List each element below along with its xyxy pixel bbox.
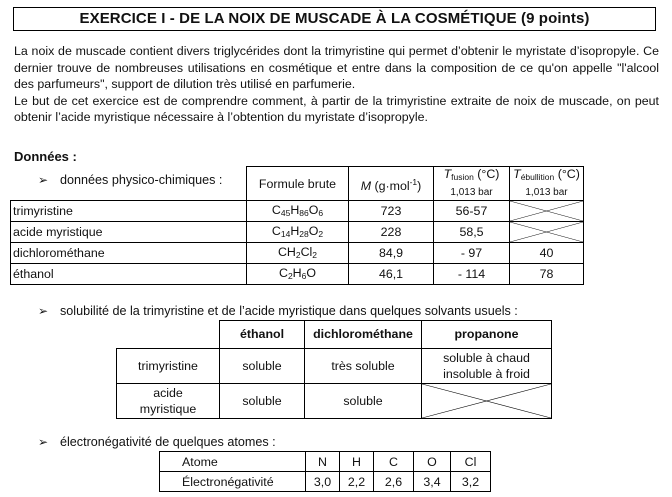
molar-mass-cell: 46,1 [349, 264, 434, 285]
atom-cell: H [340, 452, 374, 472]
crossed-cell [422, 383, 552, 418]
header-t-ebullition: $T_{ébullition}$ (°C) 1,013 bar [510, 167, 584, 201]
row-label: trimyristine [11, 201, 247, 222]
molar-mass-cell: 723 [349, 201, 434, 222]
bullet-physico-label: données physico-chimiques : [60, 173, 223, 187]
table-header-row [160, 452, 491, 472]
t-fusion-cell: 56-57 [434, 201, 510, 222]
molar-mass-cell: 228 [349, 222, 434, 243]
formula-cell: $C_{45}H_{86}O_6$ [247, 201, 349, 222]
table-row [160, 472, 491, 492]
arrow-bullet-icon: ➢ [38, 304, 49, 318]
t-ebullition-cell: 78 [510, 264, 584, 285]
formula-cell: $C_2H_6O$ [247, 264, 349, 285]
row-label: trimyristine [117, 348, 220, 383]
intro-text [14, 43, 659, 126]
bullet-electronegativite-label: électronégativité de quelques atomes : [60, 435, 276, 449]
table-header-row [11, 167, 584, 201]
intro-paragraph-1: La noix de muscade contient divers triglycérides dont la trimyristine qui permet d’obtenir le myristate d’isopropyle. Ce dernier trouve de nombreuses utilisations en cosmétique et entre dans la composition de ce qu'on appelle "l'alcool des parfumeurs", support de dilution très utilisé en parfumerie. [14, 44, 659, 91]
arrow-bullet-icon: ➢ [38, 173, 49, 187]
cross-icon [510, 201, 583, 221]
solubility-cell: soluble à chaud insoluble à froid [422, 348, 552, 383]
t-fusion-cell: - 114 [434, 264, 510, 285]
solubility-cell: soluble [220, 383, 305, 418]
atom-cell: N [306, 452, 340, 472]
solubility-cell: soluble [305, 383, 422, 418]
electronegativity-table [159, 451, 491, 492]
row-label: Électronégativité [160, 472, 306, 492]
header-dichloromethane: dichlorométhane [305, 321, 422, 349]
solubility-table [116, 320, 552, 419]
arrow-bullet-icon: ➢ [38, 435, 49, 449]
t-ebullition-cell: 40 [510, 243, 584, 264]
intro-paragraph-2: Le but de cet exercice est de comprendre comment, à partir de la trimyristine extraite de noix de muscade, on peut obtenir l’acide myristique nécessaire à l’obtention du myristate d’isopropyle. [14, 93, 659, 124]
atom-cell: O [414, 452, 451, 472]
bullet-solubilite-label: solubilité de la trimyristine et de l’acide myristique dans quelques solvants usuels : [60, 304, 518, 318]
crossed-cell [510, 222, 584, 243]
row-label: acide myristique [117, 383, 220, 418]
header-t-fusion: $T_{fusion}$ (°C) 1,013 bar [434, 167, 510, 201]
solubility-cell: très soluble [305, 348, 422, 383]
row-label: acide myristique [11, 222, 247, 243]
header-formula: Formule brute [247, 167, 349, 201]
value-cell: 2,2 [340, 472, 374, 492]
table-row [11, 243, 584, 264]
cross-icon [510, 222, 583, 242]
table-row [11, 222, 584, 243]
row-label: dichlorométhane [11, 243, 247, 264]
table-row [117, 383, 552, 418]
molar-mass-cell: 84,9 [349, 243, 434, 264]
value-cell: 3,4 [414, 472, 451, 492]
exercise-title: EXERCICE I - DE LA NOIX DE MUSCADE À LA COSMÉTIQUE (9 points) [13, 7, 656, 31]
row-label: éthanol [11, 264, 247, 285]
donnees-heading: Données : [14, 149, 77, 164]
crossed-cell [510, 201, 584, 222]
bullet-electronegativite [38, 435, 276, 449]
formula-cell: $CH_2Cl_2$ [247, 243, 349, 264]
atom-cell: C [374, 452, 414, 472]
solubility-cell: soluble [220, 348, 305, 383]
t-fusion-cell: 58,5 [434, 222, 510, 243]
table-row [11, 201, 584, 222]
header-atome: Atome [160, 452, 306, 472]
t-fusion-cell: - 97 [434, 243, 510, 264]
atom-cell: Cl [451, 452, 491, 472]
header-molar-mass: M (g·mol$^{-1}$) [349, 167, 434, 201]
value-cell: 2,6 [374, 472, 414, 492]
table-row [117, 348, 552, 383]
table-header-row [117, 321, 552, 349]
formula-cell: $C_{14}H_{28}O_2$ [247, 222, 349, 243]
value-cell: 3,0 [306, 472, 340, 492]
table-row [11, 264, 584, 285]
cross-icon [422, 384, 551, 418]
physico-chemical-table [10, 166, 584, 285]
header-ethanol: éthanol [220, 321, 305, 349]
value-cell: 3,2 [451, 472, 491, 492]
header-propanone: propanone [422, 321, 552, 349]
bullet-solubilite [38, 304, 518, 318]
